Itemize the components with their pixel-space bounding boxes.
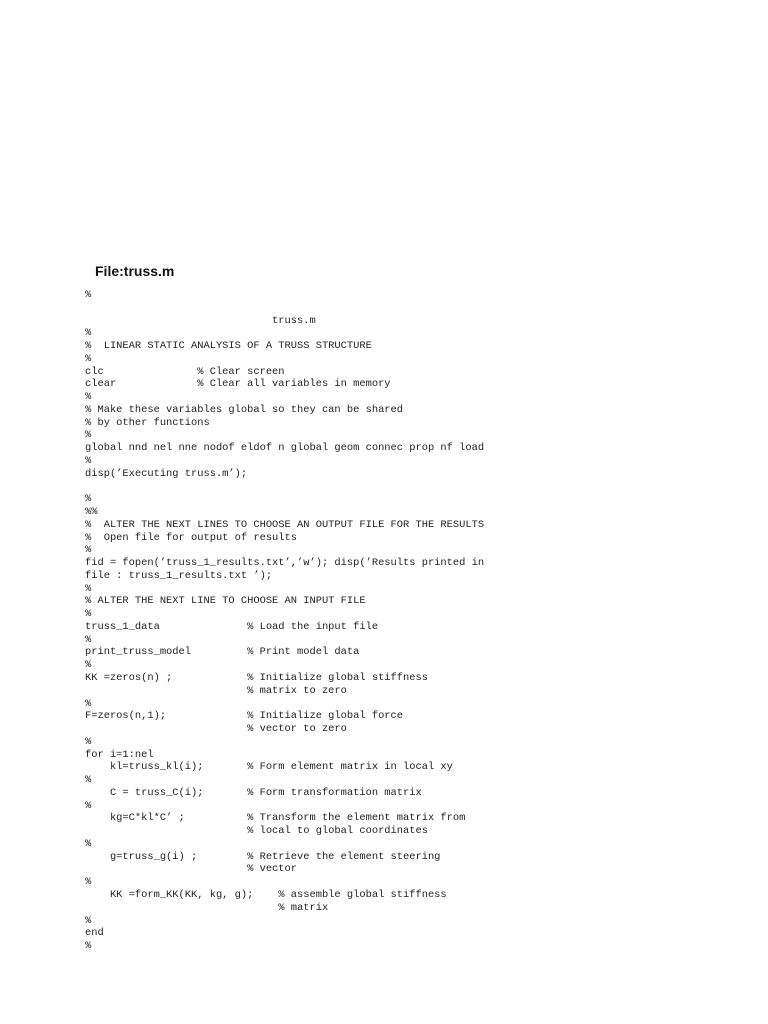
code-line: truss_1_data % Load the input file — [85, 620, 379, 633]
code-line: % matrix to zero — [85, 684, 347, 697]
code-line: % LINEAR STATIC ANALYSIS OF A TRUSS STRUCTURE — [85, 340, 372, 353]
code-line: % — [85, 493, 92, 506]
code-line: % — [85, 289, 92, 301]
code-line: % by other functions — [85, 416, 210, 429]
code-line: % — [85, 608, 92, 621]
code-line: % local to global coordinates — [85, 825, 428, 838]
code-line: % — [85, 391, 92, 404]
code-line: % — [85, 735, 92, 748]
code-line: % — [85, 544, 92, 557]
code-line: global nnd nel nne nodof eldof n global geom connec prop nf load — [85, 442, 485, 455]
code-line — [85, 302, 484, 315]
code-line: % — [85, 352, 92, 365]
code-line: % — [85, 940, 92, 953]
code-line: end — [85, 927, 104, 940]
code-listing — [85, 289, 484, 953]
code-line: % — [85, 837, 92, 850]
code-line: % Open file for output of results — [85, 531, 298, 544]
code-line: %% — [85, 506, 98, 519]
code-line: % — [85, 429, 92, 442]
code-line: for i=1:nel — [85, 748, 154, 761]
code-line: % — [85, 582, 92, 595]
code-line: clear % Clear all variables in memory — [85, 378, 391, 391]
code-line: clc % Clear screen — [85, 365, 285, 378]
code-line: % vector to zero — [85, 723, 347, 736]
code-line — [85, 480, 484, 493]
code-line: % ALTER THE NEXT LINES TO CHOOSE AN OUTPUT FILE FOR THE RESULTS — [85, 518, 485, 531]
code-line: % — [85, 697, 92, 710]
code-line: % — [85, 914, 92, 927]
code-line: truss.m — [85, 314, 316, 327]
code-line: file : truss_1_results.txt ’); — [85, 569, 273, 582]
code-line: % matrix — [85, 901, 329, 914]
code-line: KK =zeros(n) ; % Initialize global stiffness — [85, 671, 428, 684]
code-line: % — [85, 799, 92, 812]
code-line: kl=truss_kl(i); % Form element matrix in local xy — [85, 761, 453, 774]
code-line: fid = fopen(’truss_1_results.txt’,’w’); disp(’Results printed in — [85, 557, 485, 570]
code-line: % — [85, 876, 92, 889]
code-line: % Make these variables global so they can be shared — [85, 403, 404, 416]
code-line: disp(’Executing truss.m’); — [85, 467, 248, 480]
code-line: KK =form_KK(KK, kg, g); % assemble global stiffness — [85, 888, 447, 901]
code-line: % — [85, 327, 92, 340]
code-line: g=truss_g(i) ; % Retrieve the element steering — [85, 850, 441, 863]
code-line: % — [85, 774, 92, 787]
code-line: % ALTER THE NEXT LINE TO CHOOSE AN INPUT FILE — [85, 595, 366, 608]
code-line: % — [85, 659, 92, 672]
file-heading: File:truss.m — [95, 263, 175, 279]
code-line: % — [85, 454, 92, 467]
code-line: % — [85, 633, 92, 646]
code-line: print_truss_model % Print model data — [85, 646, 360, 659]
code-line: % vector — [85, 863, 298, 876]
code-line: C = truss_C(i); % Form transformation matrix — [85, 786, 422, 799]
code-line: F=zeros(n,1); % Initialize global force — [85, 710, 404, 723]
code-line: kg=C*kl*C’ ; % Transform the element matrix from — [85, 812, 466, 825]
